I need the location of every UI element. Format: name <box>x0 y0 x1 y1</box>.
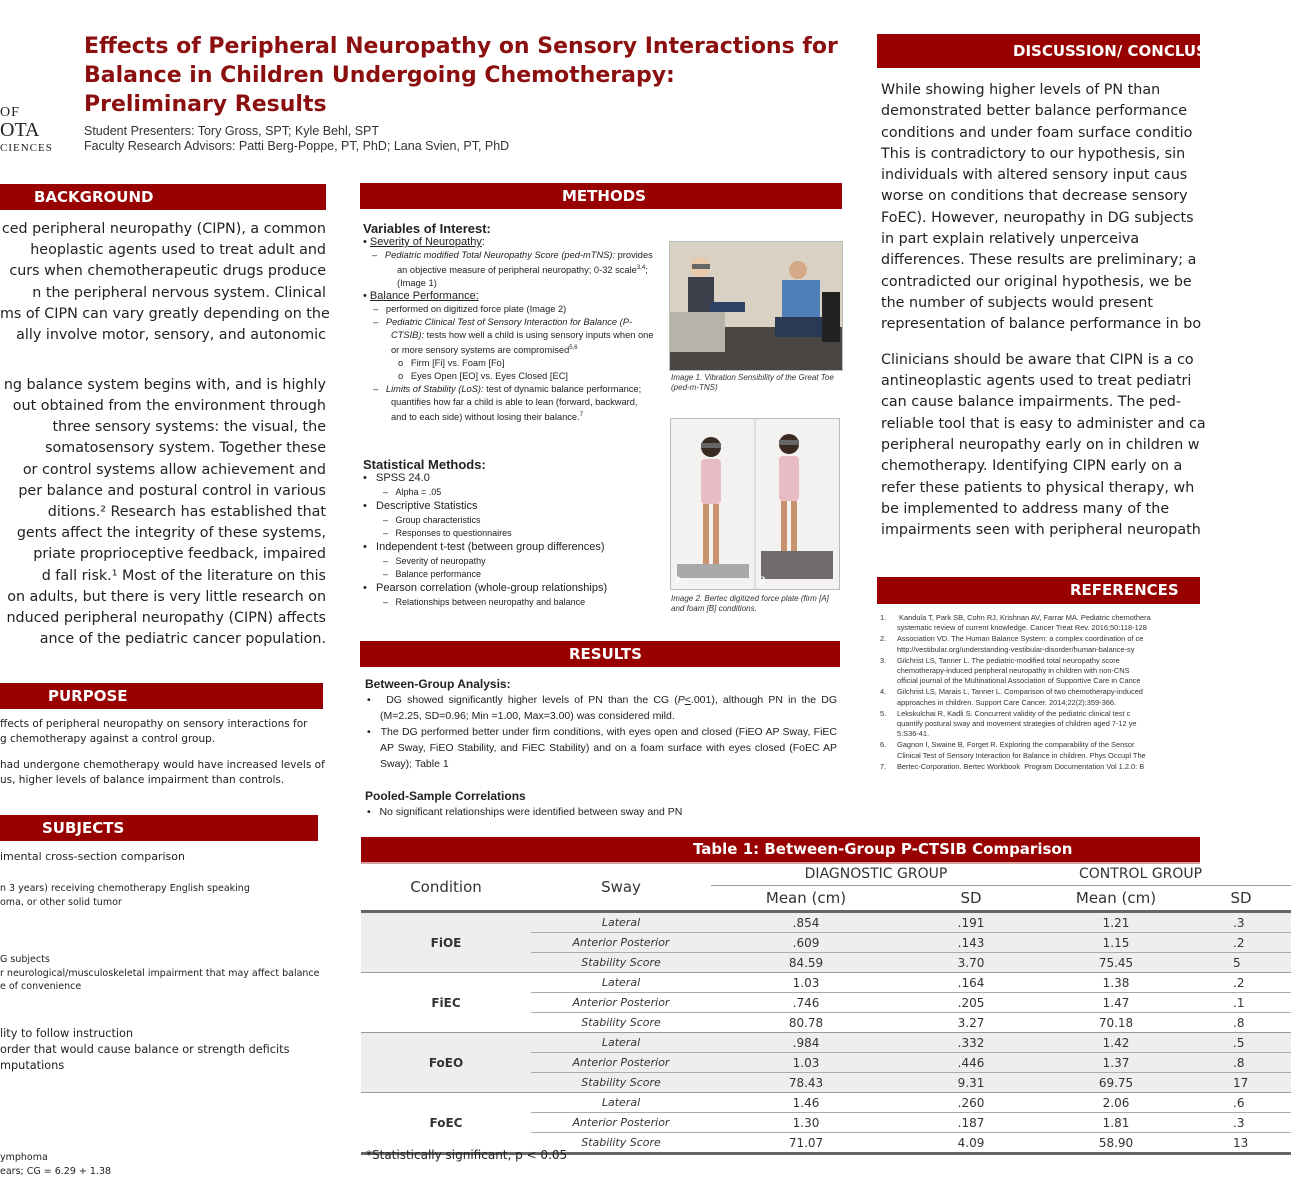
los-desc: test of dynamic balance performance; quantifies how far a child is able to lean (forward, backward, and to each side) without losing their balance. <box>391 384 642 423</box>
severity-label: Severity of Neuropathy <box>369 236 482 248</box>
reference-line: http://vestibular.org/understanding-vestibular-disorder/human-balance-sy <box>897 644 1135 654</box>
sway-cell: Anterior Posterior <box>531 1113 711 1133</box>
discussion-heading-bar <box>877 34 1249 68</box>
sway-cell: Stability Score <box>531 1013 711 1033</box>
los-name: Limits of Stability (LoS): <box>385 384 484 395</box>
reference-item <box>880 656 1200 687</box>
stat-subitem-text: Responses to questionnaires <box>395 528 512 538</box>
cg-sd-cell: .2 <box>1191 933 1291 953</box>
stat-label: Independent t-test (between group differences) <box>376 541 605 553</box>
cg-sd-cell: .1 <box>1191 993 1291 1013</box>
discussion-text <box>881 80 1206 542</box>
pedmtns-name: Pediatric modified Total Neuropathy Score <box>384 250 559 260</box>
purpose-line: g chemotherapy against a control group. <box>0 733 216 745</box>
reference-number: 7. <box>880 761 887 771</box>
pedmtns-desc: neuropathy; 0-32 scale <box>542 265 637 276</box>
results-text-part: The DG performed better under firm conditions, with eyes open and closed (FiEO AP Sway, FiEC AP Sway, FiEO Stability, and FiEC Stability) and on a foam surface with eyes closed (FoEC AP Sway); Table 1 <box>380 726 837 770</box>
background-line: per balance and postural control in various <box>18 482 326 499</box>
title-line-1: Effects of Peripheral Neuropathy on Sensory Interactions for <box>84 34 838 59</box>
background-line: nduced peripheral neuropathy (CIPN) affects <box>6 610 326 627</box>
cg-mean-cell: 1.15 <box>1041 933 1191 953</box>
cg-mean-cell: 58.90 <box>1041 1133 1191 1154</box>
discussion-line: antineoplastic agents used to treat pediatri <box>881 373 1192 390</box>
discussion-line: worse on conditions that decrease sensory <box>881 188 1188 205</box>
cg-sd-cell: .2 <box>1191 973 1291 993</box>
exclusion-line: lity to follow instruction <box>0 1027 134 1040</box>
sway-cell: Lateral <box>531 973 711 993</box>
sway-cell: Lateral <box>531 912 711 933</box>
references-heading-bar <box>877 577 1200 604</box>
methods-variables <box>363 222 655 424</box>
image1-caption: Image 1. Vibration Sensibility of the Great Toe (ped-m-TNS) <box>671 373 834 392</box>
severity-item: • Severity of Neuropathy: <box>363 236 485 248</box>
results-text-part: .001), although PN in the DG (M=2.25, SD=0.96; Min =1.00, Max=3.00) was considered mild. <box>380 694 837 722</box>
image2-caption: Image 2. Bertec digitized force plate (firm [A] and foam [B] conditions. <box>671 594 829 613</box>
discussion-line: be implemented to address many of the <box>881 500 1170 517</box>
bullet: • <box>363 472 377 484</box>
stat-subitem-text: Balance performance <box>395 569 482 579</box>
reference-line: Gilchrist LS, Marais L, Tanner L. Comparison of two chemotherapy-induced <box>897 687 1143 697</box>
reference-line: Kandula T, Park SB, Cohn RJ, Krishnan AV, Farrar MA. Pediatric chemothera <box>897 613 1151 622</box>
methods-statistics <box>363 458 658 609</box>
references-heading: REFERENCES <box>1070 581 1179 599</box>
bullet: • <box>363 500 377 512</box>
discussion-line: individuals with altered sensory input caus <box>881 167 1188 184</box>
stat-subitem-text: Severity of neuropathy <box>395 556 486 566</box>
dg-sd-cell: .260 <box>901 1093 1041 1113</box>
purpose-heading-bar <box>0 683 323 709</box>
firm-foam-text: Firm [Fi] vs. Foam [Fo] <box>410 358 505 369</box>
dash: – <box>383 528 396 538</box>
stat-item <box>363 471 658 486</box>
col-header-sway: Sway <box>531 863 711 912</box>
demo-line: ears; CG = 6.29 + 1.38 <box>0 1165 112 1177</box>
pctsib-item: – Pediatric Clinical Test of Sensory Interaction for Balance (P-CTSIB): tests how well a child is using sensory inputs when one or more sensory systems are compromised$^{5,6}$ <box>373 317 654 356</box>
stat-subitem <box>363 596 658 609</box>
purpose-line: ffects of peripheral neuropathy on sensory interactions for <box>0 718 308 730</box>
reference-number: 2. <box>880 634 887 644</box>
dg-sd-cell: 3.27 <box>901 1013 1041 1033</box>
bullet: • <box>363 541 377 553</box>
poster-title <box>84 32 844 119</box>
sway-cell: Anterior Posterior <box>531 1053 711 1073</box>
cg-mean-cell: 1.38 <box>1041 973 1191 993</box>
background-line: d fall risk.¹ Most of the literature on this <box>41 567 326 584</box>
pedmtns-item: – Pediatric modified Total Neuropathy Score (ped-mTNS): provides an objective measure of peripheral neuropathy; 0-32 scale$^{3,4}$; (Image 1) <box>372 250 653 289</box>
title-line-2: Balance in Children Undergoing Chemotherapy: <box>84 63 675 88</box>
pooled-heading: Pooled-Sample Correlations <box>365 789 526 803</box>
dg-mean-cell: 78.43 <box>711 1073 901 1093</box>
sway-cell: Anterior Posterior <box>531 993 711 1013</box>
stat-item <box>363 581 658 596</box>
cg-sd-cell: .6 <box>1191 1093 1291 1113</box>
reference-line: Bertec-Corporation. Bertec Workbook Program Documentation Vol 1.2.0: B <box>897 761 1145 771</box>
background-line: ng balance system begins with, and is highly <box>3 376 326 393</box>
reference-line: Gilchrist LS, Tanner L. The pediatric-modified total neuropathy score <box>897 655 1120 665</box>
col-header-condition: Condition <box>361 863 531 912</box>
force-plate-illustration <box>671 419 839 589</box>
sway-cell: Stability Score <box>531 953 711 973</box>
sway-cell: Anterior Posterior <box>531 933 711 953</box>
citation-sup: 7 <box>579 412 583 419</box>
references-list <box>880 613 1200 773</box>
reference-item <box>880 687 1200 707</box>
dg-mean-cell: .746 <box>711 993 901 1013</box>
cg-sd-cell: .5 <box>1191 1033 1291 1053</box>
results-text <box>365 676 837 820</box>
background-line: ditions.² Research has established that <box>47 504 326 521</box>
exclusion-line: order that would cause balance or strength deficits <box>0 1043 290 1056</box>
reference-item <box>880 613 1200 633</box>
discussion-line: reliable tool that is easy to administer and ca <box>881 415 1206 432</box>
table-row <box>361 1093 1291 1113</box>
reference-line: Gagnon I, Swaine B, Forget R. Exploring the comparability of the Sensor <box>897 740 1135 750</box>
los-item: – Limits of Stability (LoS): test of dynamic balance performance; quantifies how far a child is able to lean (forward, backward, and to each side) without losing their balance.$^7$ <box>373 384 642 423</box>
exclusion-line: mputations <box>0 1059 65 1072</box>
sway-cell: Stability Score <box>531 1073 711 1093</box>
purpose-heading: PURPOSE <box>48 687 128 705</box>
dg-sd-cell: .164 <box>901 973 1041 993</box>
stat-subitem <box>363 514 658 527</box>
stat-subitem <box>363 568 658 581</box>
reference-line: Association VD. The Human Balance System: a complex coordination of ce <box>897 634 1144 644</box>
background-line: heoplastic agents used to treat adult and <box>30 242 326 259</box>
reference-line: 5:S36-41. <box>897 729 930 739</box>
citation-sup: 3,4 <box>636 265 646 271</box>
background-line: curs when chemotherapeutic drugs produce <box>9 263 326 280</box>
results-bullet-1: • DG showed significantly higher levels of PN than the CG (P<.001), although PN in the DG (M=2.25, SD=0.96; Min =1.00, Max=3.00) was considered mild. <box>367 694 837 722</box>
cg-mean-cell: 70.18 <box>1041 1013 1191 1033</box>
discussion-line: the number of subjects would present <box>881 294 1153 311</box>
purpose-line: us, higher levels of balance impairment than controls. <box>0 773 285 786</box>
discussion-line: can cause balance impairments. The ped- <box>881 394 1182 411</box>
results-bullet-2: • The DG performed better under firm conditions, with eyes open and closed (FiEO AP Sway, FiEC AP Sway, FiEO Stability, and FiEC Stability) and on a foam surface with eyes closed (FoEC AP Sway); Table 1 <box>367 726 837 770</box>
table-row <box>361 1033 1291 1053</box>
dg-sd-cell: .143 <box>901 933 1041 953</box>
stat-subitem <box>363 555 658 568</box>
stat-subitem-text: Alpha = .05 <box>395 487 442 497</box>
dg-mean-cell: 1.46 <box>711 1093 901 1113</box>
pedmtns-desc: ; (Image 1) <box>397 265 648 289</box>
reference-line: official journal of the Multinational Association of Supportive Care in Cance <box>897 676 1141 686</box>
demo-line: ymphoma <box>0 1152 48 1163</box>
background-line: on adults, but there is very little research on <box>7 588 326 605</box>
reference-number: 1. <box>880 613 887 622</box>
image1-photo <box>669 241 843 371</box>
image2-label-a: A <box>675 575 682 585</box>
sway-cell: Stability Score <box>531 1133 711 1154</box>
dash: – <box>383 556 396 566</box>
col-header-dg-sd: SD <box>901 886 1041 912</box>
reference-line: systematic review of current knowledge. Cancer Treat Rev. 2016;50:118-128 <box>897 623 1147 633</box>
cg-sd-cell: .8 <box>1191 1013 1291 1033</box>
image2-label-b: B <box>759 575 766 585</box>
discussion-line: Clinicians should be aware that CIPN is a co <box>881 351 1194 368</box>
dg-mean-cell: .609 <box>711 933 901 953</box>
reference-line: quantify postural sway and movement strategies of children aged 7-12 ye <box>897 719 1137 729</box>
cg-line: r neurological/musculoskeletal impairment that may affect balance <box>0 967 320 979</box>
discussion-line: This is contradictory to our hypothesis, sin <box>881 145 1186 162</box>
reference-number: 4. <box>880 687 887 697</box>
dg-mean-cell: 71.07 <box>711 1133 901 1154</box>
subjects-heading-bar <box>0 815 318 841</box>
dash: – <box>383 515 396 525</box>
cg-mean-cell: 1.21 <box>1041 912 1191 933</box>
group-header-diagnostic: DIAGNOSTIC GROUP <box>711 863 1041 886</box>
sway-cell: Lateral <box>531 1033 711 1053</box>
dg-sd-cell: 3.70 <box>901 953 1041 973</box>
background-line: ced peripheral neuropathy (CIPN), a common <box>1 221 326 237</box>
cg-sd-cell: .8 <box>1191 1053 1291 1073</box>
discussion-line: chemotherapy. Identifying CIPN early on a <box>881 458 1183 475</box>
pctsib-name: Pediatric Clinical Test of Sensory Interaction for Balance (P-CTSIB): <box>385 317 633 341</box>
logo-line-1: OF <box>0 105 20 120</box>
background-line: or control systems allow achievement and <box>22 461 326 478</box>
eyes-item: o Eyes Open [EO] vs. Eyes Closed [EC] <box>398 371 568 382</box>
stat-subitem-text: Group characteristics <box>395 515 481 525</box>
reference-item <box>880 740 1200 760</box>
condition-cell: FiOE <box>361 912 531 973</box>
dg-sd-cell: .332 <box>901 1033 1041 1053</box>
background-line: ally involve motor, sensory, and autonomic <box>16 327 326 344</box>
stat-item <box>363 499 658 514</box>
results-text-part: DG showed significantly higher levels of PN than the CG ( <box>386 694 678 706</box>
results-heading-bar <box>360 641 840 667</box>
firm-foam-item: o Firm [Fi] vs. Foam [Fo] <box>398 358 505 369</box>
stat-item <box>363 540 658 555</box>
reference-number: 3. <box>880 655 887 665</box>
background-line: somatosensory system. Together these <box>45 440 326 457</box>
table1 <box>361 863 1291 1155</box>
statistics-list <box>363 471 658 609</box>
cg-sd-cell: .3 <box>1191 1113 1291 1133</box>
table1-title-bar <box>361 837 1200 862</box>
dg-mean-cell: 1.03 <box>711 1053 901 1073</box>
citation-sup: 5,6 <box>569 345 578 352</box>
faculty-advisors: Faculty Research Advisors: Patti Berg-Poppe, PT, PhD; Lana Svien, PT, PhD <box>84 139 510 153</box>
stat-subitem-text: Relationships between neuropathy and balance <box>395 597 586 607</box>
dash: – <box>383 597 396 607</box>
vibration-test-illustration <box>670 242 842 370</box>
discussion-line: conditions and under foam surface conditio <box>881 124 1193 141</box>
cg-mean-cell: 1.81 <box>1041 1113 1191 1133</box>
reference-line: Clinical Test of Sensory Interaction for Balance in children. Phys Occupl The <box>897 750 1146 760</box>
subjects-design: imental cross-section comparison <box>0 850 185 863</box>
balance-label: Balance Performance: <box>369 290 479 303</box>
discussion-line: impairments seen with peripheral neuropath <box>881 522 1201 539</box>
dg-mean-cell: .854 <box>711 912 901 933</box>
discussion-line: demonstrated better balance performance <box>881 103 1188 120</box>
force-plate-text: performed on digitized force plate (Image 2) <box>385 304 567 315</box>
cg-sd-cell: 13 <box>1191 1133 1291 1154</box>
cg-mean-cell: 1.37 <box>1041 1053 1191 1073</box>
subjects-cg-criteria <box>0 953 320 994</box>
table-row <box>361 912 1291 933</box>
stat-label: SPSS 24.0 <box>376 472 430 484</box>
background-line: n the peripheral nervous system. Clinical <box>32 284 326 301</box>
group-header-control: CONTROL GROUP <box>1041 863 1291 886</box>
background-line: priate proprioceptive feedback, impaired <box>33 546 326 563</box>
dash: – <box>383 487 396 497</box>
statistical-heading: Statistical Methods: <box>363 457 486 472</box>
discussion-line: refer these patients to physical therapy, wh <box>881 479 1195 496</box>
methods-heading-bar <box>360 183 842 209</box>
logo-line-2: OTA <box>0 119 40 141</box>
dg-sd-cell: .191 <box>901 912 1041 933</box>
pedmtns-desc: provides an objective measure of peripheral <box>397 250 653 276</box>
dg-sd-cell: .187 <box>901 1113 1041 1133</box>
reference-item <box>880 762 1200 772</box>
col-header-dg-mean: Mean (cm) <box>711 886 901 912</box>
background-line: ms of CIPN can vary greatly depending on the <box>0 305 330 322</box>
condition-cell: FiEC <box>361 973 531 1033</box>
reference-line: Lekskulchai R, Kadli S. Concurrent validity of the pediatric clinical test c <box>897 708 1131 718</box>
discussion-line: While showing higher levels of PN than <box>881 82 1161 98</box>
background-heading: BACKGROUND <box>34 188 154 206</box>
subjects-demographics <box>0 1151 111 1178</box>
authors <box>84 124 509 154</box>
variables-heading: Variables of Interest: <box>363 221 491 236</box>
background-line: three sensory systems: the visual, the <box>52 419 326 436</box>
purpose-text <box>0 717 323 788</box>
cg-sd-cell: 5 <box>1191 953 1291 973</box>
cg-sd-cell: 17 <box>1191 1073 1291 1093</box>
discussion-line: in part explain relatively unperceiva <box>881 231 1140 248</box>
between-group-heading: Between-Group Analysis: <box>365 677 511 691</box>
cg-mean-cell: 75.45 <box>1041 953 1191 973</box>
stat-label: Pearson correlation (whole-group relationships) <box>376 582 608 594</box>
sway-cell: Lateral <box>531 1093 711 1113</box>
results-heading: RESULTS <box>569 645 642 663</box>
table1-footnote: *Statistically significant, p < 0.05 <box>366 1148 568 1162</box>
dg-line: n 3 years) receiving chemotherapy English speaking <box>0 883 250 894</box>
reference-item <box>880 709 1200 740</box>
background-line: gents affect the integrity of these systems, <box>16 525 326 542</box>
dg-mean-cell: 1.03 <box>711 973 901 993</box>
eyes-text: Eyes Open [EO] vs. Eyes Closed [EC] <box>410 371 568 382</box>
cg-mean-cell: 2.06 <box>1041 1093 1191 1113</box>
cg-mean-cell: 1.47 <box>1041 993 1191 1013</box>
background-line: out obtained from the environment through <box>12 398 326 415</box>
stat-subitem <box>363 527 658 540</box>
dg-mean-cell: 1.30 <box>711 1113 901 1133</box>
background-text <box>0 219 330 650</box>
results-text-part: No significant relationships were identified between sway and PN <box>379 806 683 818</box>
force-plate-item: – performed on digitized force plate (Image 2) <box>373 304 567 315</box>
col-header-cg-mean: Mean (cm) <box>1041 886 1191 912</box>
dg-sd-cell: .446 <box>901 1053 1041 1073</box>
stat-subitem <box>363 486 658 499</box>
subjects-exclusion <box>0 1026 289 1074</box>
dg-mean-cell: .984 <box>711 1033 901 1053</box>
bullet: • <box>363 582 377 594</box>
reference-item <box>880 634 1200 654</box>
condition-cell: FoEO <box>361 1033 531 1093</box>
background-heading-bar <box>0 184 326 210</box>
p-symbol: P <box>677 694 685 706</box>
reference-number: 5. <box>880 708 887 718</box>
background-line: ance of the pediatric cancer population. <box>39 631 326 648</box>
severity-colon: : <box>481 236 485 248</box>
background-line <box>0 346 326 360</box>
discussion-line: FoEC). However, neuropathy in DG subjects <box>881 209 1194 226</box>
cg-line: e of convenience <box>0 981 82 992</box>
reference-line: chemotherapy-induced peripheral neuropathy in children with non-CNS <box>897 666 1130 676</box>
student-presenters: Student Presenters: Tory Gross, SPT; Kyle Behl, SPT <box>84 124 380 138</box>
dg-mean-cell: 80.78 <box>711 1013 901 1033</box>
discussion-heading: DISCUSSION/ CONCLUSIONS <box>1013 42 1249 60</box>
purpose-line: had undergone chemotherapy would have increased levels of <box>0 758 325 771</box>
cg-sd-cell: .3 <box>1191 912 1291 933</box>
pooled-bullet: • No significant relationships were identified between sway and PN <box>367 806 683 818</box>
dg-sd-cell: 4.09 <box>901 1133 1041 1154</box>
discussion-line: peripheral neuropathy early on in children w <box>881 437 1200 454</box>
title-line-3: Preliminary Results <box>84 92 327 117</box>
subjects-dg-criteria <box>0 882 250 909</box>
logo-line-3: CIENCES <box>0 142 53 154</box>
discussion-line <box>881 336 1200 350</box>
purpose-line <box>0 747 323 758</box>
cg-mean-cell: 1.42 <box>1041 1033 1191 1053</box>
discussion-line: differences. These results are preliminary; a <box>881 252 1197 269</box>
balance-item: • Balance Performance: <box>363 290 479 303</box>
table1-container <box>361 863 1252 1150</box>
le-symbol: < <box>684 694 691 706</box>
discussion-line: contradicted our original hypothesis, we be <box>881 273 1192 290</box>
stat-label: Descriptive Statistics <box>376 500 478 512</box>
condition-cell: FoEC <box>361 1093 531 1154</box>
cg-mean-cell: 69.75 <box>1041 1073 1191 1093</box>
table-row <box>361 973 1291 993</box>
col-header-cg-sd: SD <box>1191 886 1291 912</box>
dg-sd-cell: 9.31 <box>901 1073 1041 1093</box>
discussion-line: representation of balance performance in bo <box>881 316 1202 333</box>
reference-number: 6. <box>880 740 887 750</box>
methods-heading: METHODS <box>562 187 646 205</box>
pedmtns-abbr: (ped-mTNS): <box>558 250 616 260</box>
dg-sd-cell: .205 <box>901 993 1041 1013</box>
pctsib-desc: tests how well a child is using sensory inputs when one or more sensory systems are compromised <box>391 330 654 356</box>
table1-title: Table 1: Between-Group P-CTSIB Comparison <box>693 840 1073 858</box>
image2-photo <box>670 418 840 590</box>
reference-line: approaches in children. Support Care Cancer. 2014;22(2):359-366. <box>897 697 1116 707</box>
background-line <box>0 361 326 375</box>
dg-mean-cell: 84.59 <box>711 953 901 973</box>
dash: – <box>383 569 396 579</box>
cg-line: G subjects <box>0 954 50 965</box>
subjects-heading: SUBJECTS <box>42 819 125 837</box>
dg-line: oma, or other solid tumor <box>0 896 122 908</box>
